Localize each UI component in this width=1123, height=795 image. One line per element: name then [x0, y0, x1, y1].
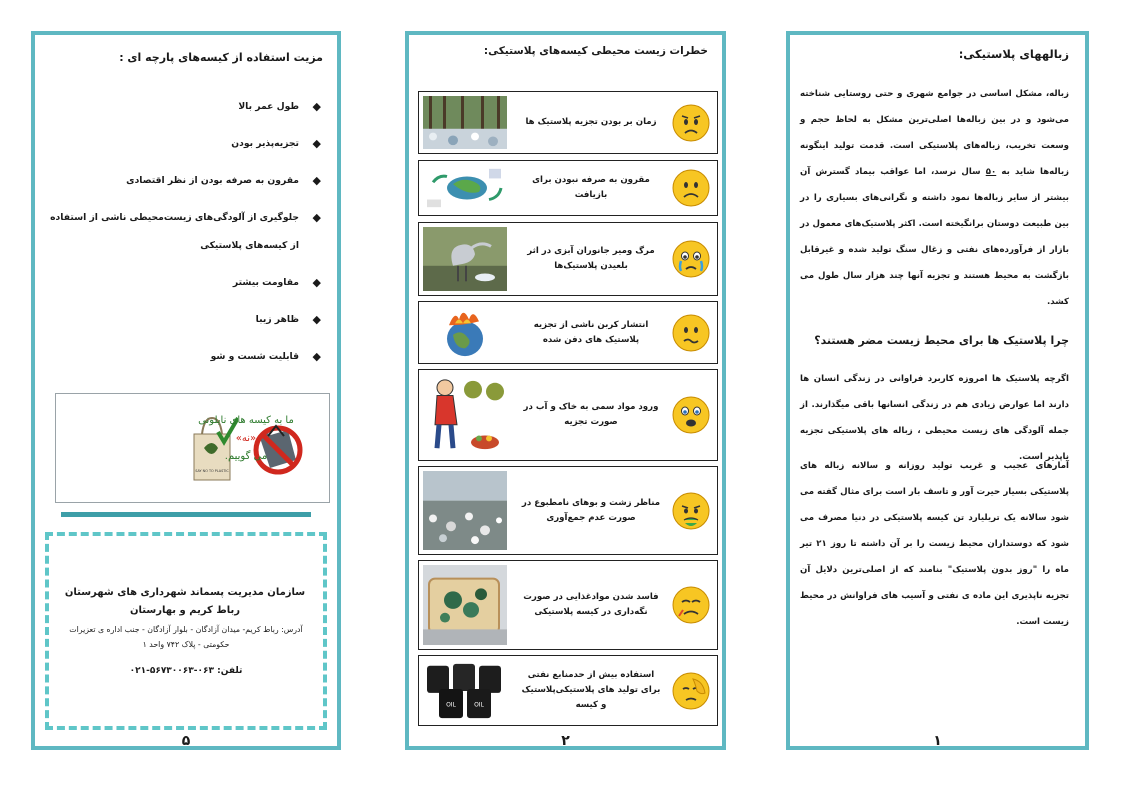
- advantages-list: [43, 93, 323, 380]
- contact-box: [45, 532, 327, 730]
- advantage-item: ◆ جلوگیری از آلودگی‌های زیست‌محیطی ناشی از استفاده از کیسه‌های پلاستیکی: [43, 204, 323, 260]
- diamond-bullet-icon: ◆: [312, 211, 321, 224]
- phone-text: تلفن: ۰۶۳-۵۶۷۳۰۰۶۳-۰۲۱: [129, 666, 243, 676]
- sick-face-icon: [671, 491, 711, 531]
- left-panel: [31, 31, 341, 750]
- crying-face-icon: [671, 239, 711, 279]
- diamond-bullet-icon: ◆: [312, 137, 321, 150]
- slogan-text: ما به کیسه های نایلونی «نه» می گوییم.: [198, 415, 294, 462]
- hazard-row: [418, 301, 718, 364]
- svg-text:OIL: OIL: [446, 702, 456, 709]
- hazard-row: [418, 222, 718, 296]
- hazard-text: فاسد شدن موادغذایی در صورت نگه‌داری در کیسه پلاستیکی: [523, 592, 659, 617]
- intro-paragraph: زباله، مشکل اساسی در جوامع شهری و حتی روستایی شناخته می‌شود و در بین زباله‌ها اصلی‌ترین مشکل به لحاظ حجم و وسعت تخریب، زباله‌های پلاستیکی است. قدمت تولید اینگونه زباله‌ها شاید به ۵۰ سال نرسد، اما عواقب بیماد گسترش آن بیشتر از سایر زباله‌ها نمود داشته و نگرانی‌های بسیاری را در بین طبیعت دوستان برانگیخته است. اکثر پلاستیک‌های معمول در بازار از فرآورده‌های نفتی و زغال سنگ تولید شده و غیرقابل بازگشت به محیط هستند و تجزیه آنها چند هزار سال طول می کشد.: [800, 89, 1069, 307]
- worried-face-icon: [671, 103, 711, 143]
- advantage-item: ◆ قابلیت شست و شو: [43, 343, 323, 371]
- sick-person-image: [423, 374, 507, 456]
- confused-face-icon: [671, 313, 711, 353]
- scared-face-icon: [671, 395, 711, 435]
- address-text: آدرس: رباط کریم- میدان آزادگان - بلوار آزادگان - جنب اداره ی تعزیرات حکومتی - پلاک ۷۴۲ واحد ۱: [69, 625, 303, 649]
- hazard-row: [418, 160, 718, 216]
- middle-panel: [405, 31, 726, 750]
- hazard-row: [418, 466, 718, 555]
- no-plastic-box: [55, 393, 330, 503]
- page-number: ۲: [561, 733, 570, 749]
- page-number: ۵: [181, 733, 191, 749]
- advantages-title: مزیت استفاده از کیسه‌های پارچه ای :: [119, 51, 323, 64]
- recycling-earth-image: [423, 165, 507, 211]
- hazards-title: خطرات زیست محیطی کیسه‌های پلاستیکی:: [483, 45, 708, 57]
- hazard-row: [418, 655, 718, 726]
- littered-shore-image: [423, 471, 507, 550]
- heron-plastic-image: [423, 227, 507, 291]
- diamond-bullet-icon: ◆: [312, 100, 321, 113]
- advantage-item: ◆ ظاهر زیبا: [43, 306, 323, 334]
- hazard-text: ورود مواد سمی به خاک و آب در صورت تجزیه: [523, 402, 659, 427]
- hazard-row: [418, 560, 718, 650]
- why-harmful-heading: چرا پلاستیک ها برای محیط زیست مضر هستند؟: [814, 334, 1069, 347]
- advantage-item: ◆ مقاومت بیشتر: [43, 269, 323, 297]
- right-panel: [786, 31, 1089, 750]
- moldy-bread-image: [423, 565, 507, 645]
- sad-face-icon: [671, 168, 711, 208]
- harm-paragraph: اگرچه پلاستیک ها امروزه کاربرد فراوانی در زندگی انسان ها دارند اما عوارض زیادی هم در زندگی انسانها باقی میگذارند. از جمله آلودگی های زیست محیطی ، زباله های پلاستیکی تجزیه ناپذیر است.: [800, 374, 1069, 462]
- diamond-bullet-icon: ◆: [312, 313, 321, 326]
- burning-earth-image: [423, 306, 507, 359]
- bag-label: SAY NO TO PLASTIC: [195, 469, 229, 473]
- diamond-bullet-icon: ◆: [312, 350, 321, 363]
- facepalm-face-icon: [671, 671, 711, 711]
- hazard-row: [418, 91, 718, 154]
- svg-text:OIL: OIL: [474, 702, 484, 709]
- hazard-text: مقرون به صرفه نبودن برای بازیافت: [532, 175, 650, 200]
- divider-line: [61, 512, 311, 517]
- diamond-bullet-icon: ◆: [312, 276, 321, 289]
- oil-barrels-image: [423, 660, 507, 721]
- statistics-paragraph: آمارهای عجیب و غریب تولید روزانه و سالانه زباله های پلاستیکی بسیار حیرت آور و تاسف بار است برای مثال گفته می شود سالانه یک تریلیارد تن کیسه پلاستیکی در دنیا مصرف می شود که دوستداران محیط زیست را بر آن داشته تا روز ۲۱ تیر ماه را "روز بدون پلاستیک" بنامند که از اصلی‌ترین دلایل آن تجزیه ناپذیری این ماده ی نفتی و آسیب های فراوانش در محیط زیست است.: [800, 461, 1070, 627]
- plastic-waste-heading: زبالههای پلاستیکی:: [958, 47, 1069, 61]
- forest-plastic-waste-image: [423, 96, 507, 149]
- advantage-item: ◆ مقرون به صرفه بودن از نظر اقتصادی: [43, 167, 323, 195]
- advantage-item: ◆ تجزیه‌پذیر بودن: [43, 130, 323, 158]
- hazard-text: استفاده بیش از حدمنابع نفتی برای تولید های پلاستیکی‌پلاستیک و کیسه: [521, 670, 661, 710]
- hazard-text: مناظر زشت و بوهای نامطبوع در صورت عدم جمع‌آوری: [521, 497, 661, 523]
- hazard-text: مرگ ومیر جانوران آبزی در اثر بلعیدن پلاستیک‌ها: [527, 246, 655, 271]
- hazard-row: [418, 369, 718, 461]
- page-number: ۱: [933, 733, 942, 749]
- disgusted-face-icon: [671, 585, 711, 625]
- diamond-bullet-icon: ◆: [312, 174, 321, 187]
- hazard-text: انتشار کربن ناشی از تجزیه پلاستیک های دفن شده: [533, 319, 649, 345]
- hazard-text: زمان بر بودن تجزیه پلاستیک ها: [525, 117, 657, 127]
- advantage-item: ◆ طول عمر بالا: [43, 93, 323, 121]
- organization-name: سازمان مدیریت پسماند شهرداری های شهرستان رباط کریم و بهارستان: [64, 587, 306, 616]
